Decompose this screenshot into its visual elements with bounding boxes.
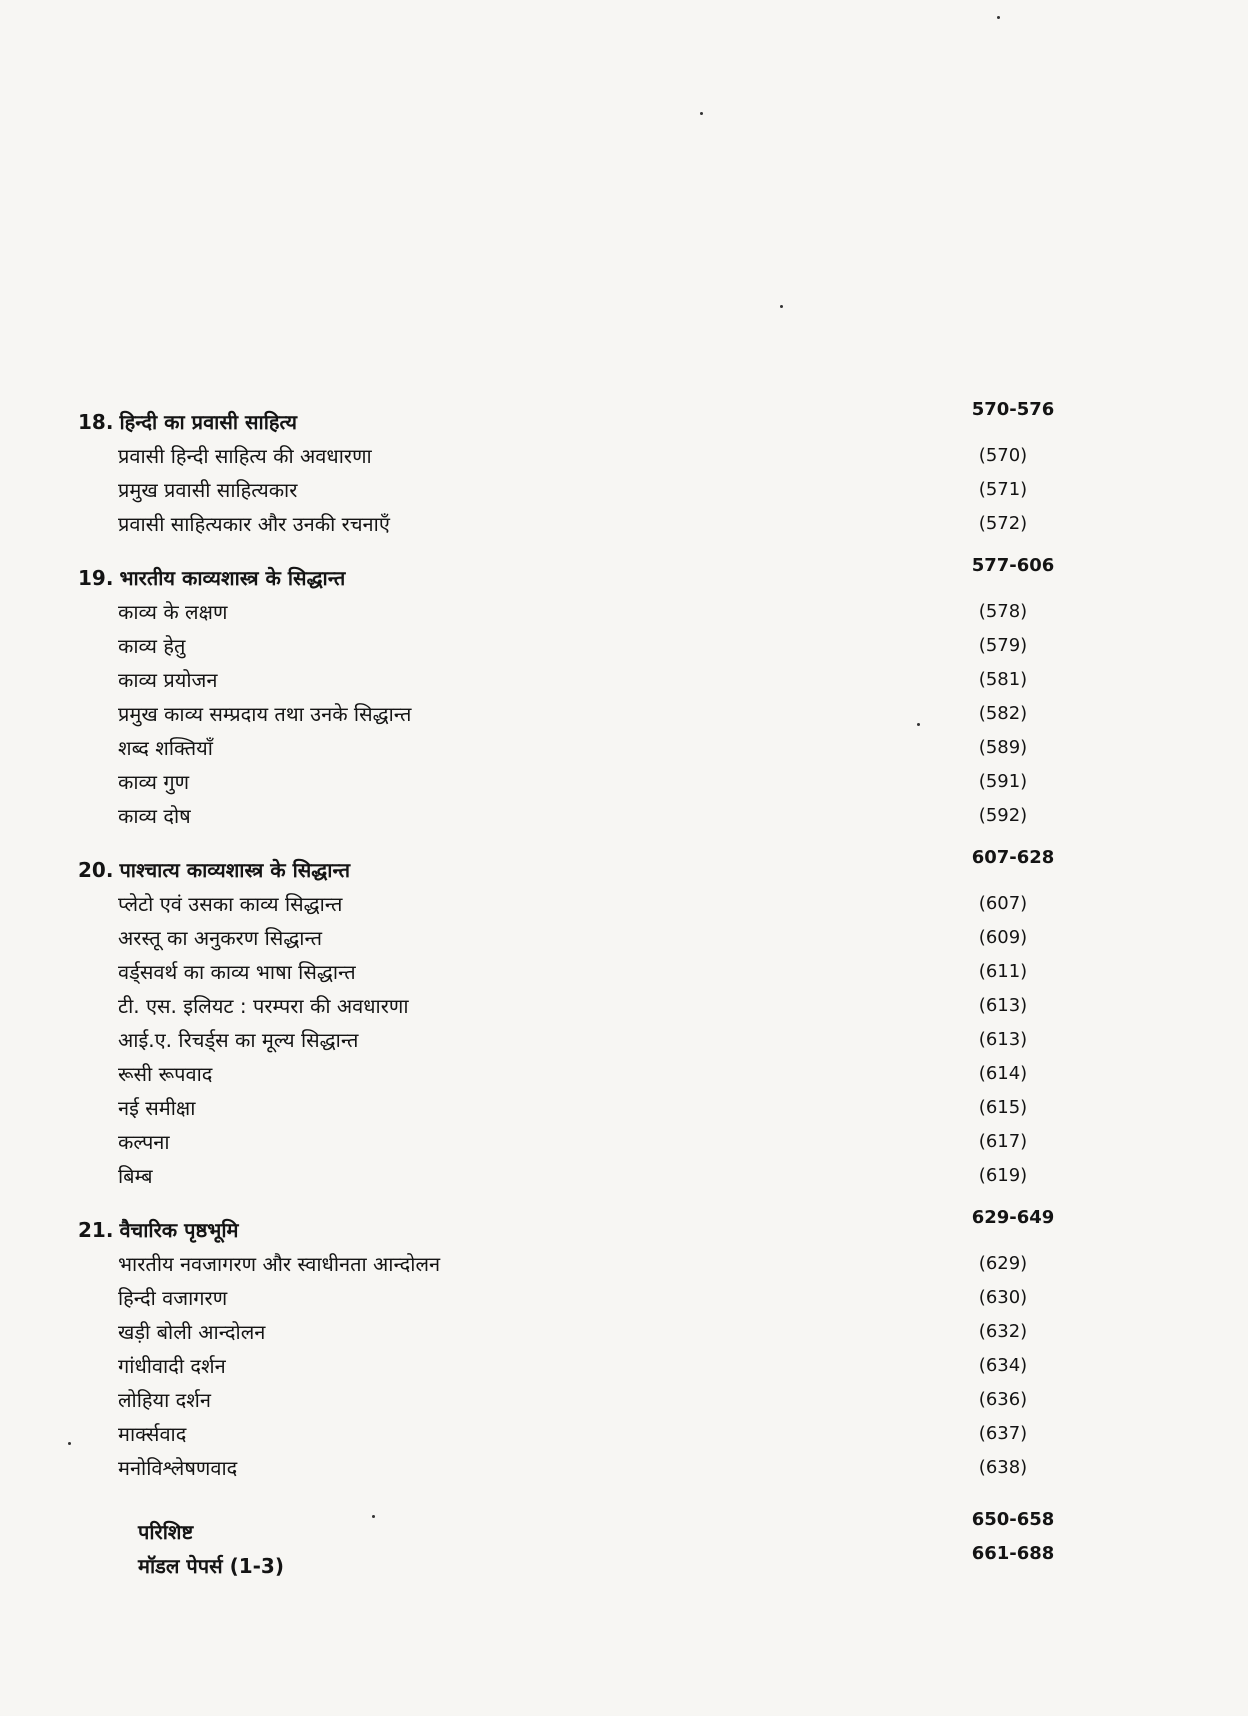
chapter-heading-text xyxy=(78,561,345,595)
toc-entry[interactable] xyxy=(78,887,1058,921)
toc-entry-page: (591) xyxy=(978,771,1028,792)
toc-entry-page: (637) xyxy=(978,1423,1028,1444)
toc-entry-page: (629) xyxy=(978,1253,1028,1274)
toc-entry[interactable] xyxy=(78,1159,1058,1193)
chapter-page-range: 570-576 xyxy=(971,399,1055,420)
toc-entry-label: मनोविश्लेषणवाद xyxy=(118,1456,238,1480)
toc-entry-page: (630) xyxy=(978,1287,1028,1308)
chapter-number: 21. xyxy=(78,1218,114,1242)
toc-entry[interactable] xyxy=(78,507,1058,541)
toc-entry-page: (582) xyxy=(978,703,1028,724)
toc-entry-label: काव्य दोष xyxy=(118,804,191,828)
model-papers-page-range: 661-688 xyxy=(971,1543,1055,1564)
toc-entry-page: (581) xyxy=(978,669,1028,690)
toc-entry-label: प्लेटो एवं उसका काव्य सिद्धान्त xyxy=(118,892,343,916)
toc-entry-label: नई समीक्षा xyxy=(118,1096,196,1120)
chapter-18 xyxy=(78,399,1058,541)
toc-entry-label: प्रवासी साहित्यकार और उनकी रचनाएँ xyxy=(118,512,390,536)
scan-speck xyxy=(68,1442,71,1445)
toc-entry-label: अरस्तू का अनुकरण सिद्धान्त xyxy=(118,926,323,950)
chapter-number: 19. xyxy=(78,566,114,590)
toc-entry-page: (617) xyxy=(978,1131,1028,1152)
toc-entry-label: बिम्ब xyxy=(118,1164,153,1188)
toc-entry-page: (613) xyxy=(978,995,1028,1016)
toc-entry-page: (613) xyxy=(978,1029,1028,1050)
table-of-contents xyxy=(78,399,1058,1583)
toc-entry-page: (572) xyxy=(978,513,1028,534)
toc-entry-page: (579) xyxy=(978,635,1028,656)
chapter-heading-text xyxy=(78,853,350,887)
chapter-number: 18. xyxy=(78,410,114,434)
chapter-20 xyxy=(78,847,1058,1193)
toc-entry[interactable] xyxy=(78,989,1058,1023)
toc-entry[interactable] xyxy=(78,1125,1058,1159)
toc-entry[interactable] xyxy=(78,1315,1058,1349)
toc-entry-label: खड़ी बोली आन्दोलन xyxy=(118,1320,266,1344)
toc-entry-label: प्रमुख प्रवासी साहित्यकार xyxy=(118,478,298,502)
appendix-section xyxy=(78,1509,1058,1583)
chapter-heading-text xyxy=(78,1213,238,1247)
chapter-title: हिन्दी का प्रवासी साहित्य xyxy=(119,410,297,434)
model-papers-entry[interactable] xyxy=(78,1543,1058,1583)
toc-entry-label: कल्पना xyxy=(118,1130,170,1154)
toc-entry-page: (615) xyxy=(978,1097,1028,1118)
appendix-entry[interactable] xyxy=(78,1509,1058,1549)
toc-entry[interactable] xyxy=(78,439,1058,473)
toc-entry[interactable] xyxy=(78,595,1058,629)
toc-entry[interactable] xyxy=(78,1417,1058,1451)
toc-entry-label: आई.ए. रिचर्ड्स का मूल्य सिद्धान्त xyxy=(118,1028,359,1052)
toc-entry-label: शब्द शक्तियाँ xyxy=(118,736,213,760)
scan-speck xyxy=(700,112,703,115)
chapter-heading[interactable] xyxy=(78,399,1058,439)
scan-speck xyxy=(780,305,783,308)
toc-entry[interactable] xyxy=(78,1057,1058,1091)
chapter-page-range: 607-628 xyxy=(971,847,1055,868)
toc-entry[interactable] xyxy=(78,697,1058,731)
chapter-page-range: 629-649 xyxy=(971,1207,1055,1228)
toc-entry-label: गांधीवादी दर्शन xyxy=(118,1354,226,1378)
toc-entry[interactable] xyxy=(78,663,1058,697)
toc-entry[interactable] xyxy=(78,765,1058,799)
toc-entry-page: (636) xyxy=(978,1389,1028,1410)
toc-entry-label: लोहिया दर्शन xyxy=(118,1388,211,1412)
toc-entry-page: (578) xyxy=(978,601,1028,622)
toc-entry-page: (570) xyxy=(978,445,1028,466)
toc-entry-label: काव्य प्रयोजन xyxy=(118,668,218,692)
toc-entry-label: वर्ड्सवर्थ का काव्य भाषा सिद्धान्त xyxy=(118,960,356,984)
toc-entry[interactable] xyxy=(78,1451,1058,1485)
toc-entry-page: (571) xyxy=(978,479,1028,500)
toc-entry-page: (632) xyxy=(978,1321,1028,1342)
chapter-page-range: 577-606 xyxy=(971,555,1055,576)
toc-entry-label: मार्क्सवाद xyxy=(118,1422,187,1446)
toc-entry[interactable] xyxy=(78,1281,1058,1315)
chapter-heading[interactable] xyxy=(78,555,1058,595)
toc-entry-label: टी. एस. इलियट : परम्परा की अवधारणा xyxy=(118,994,409,1018)
toc-entry-page: (609) xyxy=(978,927,1028,948)
chapter-heading-text xyxy=(78,405,297,439)
toc-entry[interactable] xyxy=(78,1349,1058,1383)
toc-entry[interactable] xyxy=(78,629,1058,663)
toc-entry[interactable] xyxy=(78,1091,1058,1125)
toc-entry[interactable] xyxy=(78,731,1058,765)
toc-entry-label: प्रवासी हिन्दी साहित्य की अवधारणा xyxy=(118,444,372,468)
toc-entry-page: (589) xyxy=(978,737,1028,758)
chapter-title: पाश्चात्य काव्यशास्त्र के सिद्धान्त xyxy=(119,858,351,882)
toc-entry-page: (619) xyxy=(978,1165,1028,1186)
toc-entry-page: (634) xyxy=(978,1355,1028,1376)
toc-entry[interactable] xyxy=(78,799,1058,833)
toc-entry-label: प्रमुख काव्य सम्प्रदाय तथा उनके सिद्धान्त xyxy=(118,702,412,726)
toc-entry-page: (611) xyxy=(978,961,1028,982)
appendix-label: परिशिष्ट xyxy=(138,1520,194,1544)
chapter-heading[interactable] xyxy=(78,847,1058,887)
toc-entry-label: हिन्दी वजागरण xyxy=(118,1286,228,1310)
toc-entry[interactable] xyxy=(78,1247,1058,1281)
scan-speck xyxy=(997,16,1000,19)
chapter-title: वैचारिक पृष्ठभूमि xyxy=(119,1218,239,1242)
toc-entry-label: भारतीय नवजागरण और स्वाधीनता आन्दोलन xyxy=(118,1252,441,1276)
toc-entry[interactable] xyxy=(78,473,1058,507)
chapter-number: 20. xyxy=(78,858,114,882)
chapter-title: भारतीय काव्यशास्त्र के सिद्धान्त xyxy=(119,566,346,590)
appendix-page-range: 650-658 xyxy=(971,1509,1055,1530)
chapter-21 xyxy=(78,1207,1058,1485)
toc-entry-label: काव्य गुण xyxy=(118,770,190,794)
toc-entry-label: काव्य के लक्षण xyxy=(118,600,228,624)
chapter-19 xyxy=(78,555,1058,833)
chapter-heading[interactable] xyxy=(78,1207,1058,1247)
toc-entry[interactable] xyxy=(78,1023,1058,1057)
toc-entry-page: (638) xyxy=(978,1457,1028,1478)
toc-entry[interactable] xyxy=(78,921,1058,955)
toc-entry-label: काव्य हेतु xyxy=(118,634,186,658)
toc-entry-page: (592) xyxy=(978,805,1028,826)
model-papers-label: मॉडल पेपर्स (1-3) xyxy=(138,1554,284,1578)
toc-entry-page: (614) xyxy=(978,1063,1028,1084)
toc-entry[interactable] xyxy=(78,1383,1058,1417)
toc-entry-label: रूसी रूपवाद xyxy=(118,1062,213,1086)
toc-entry-page: (607) xyxy=(978,893,1028,914)
toc-entry[interactable] xyxy=(78,955,1058,989)
